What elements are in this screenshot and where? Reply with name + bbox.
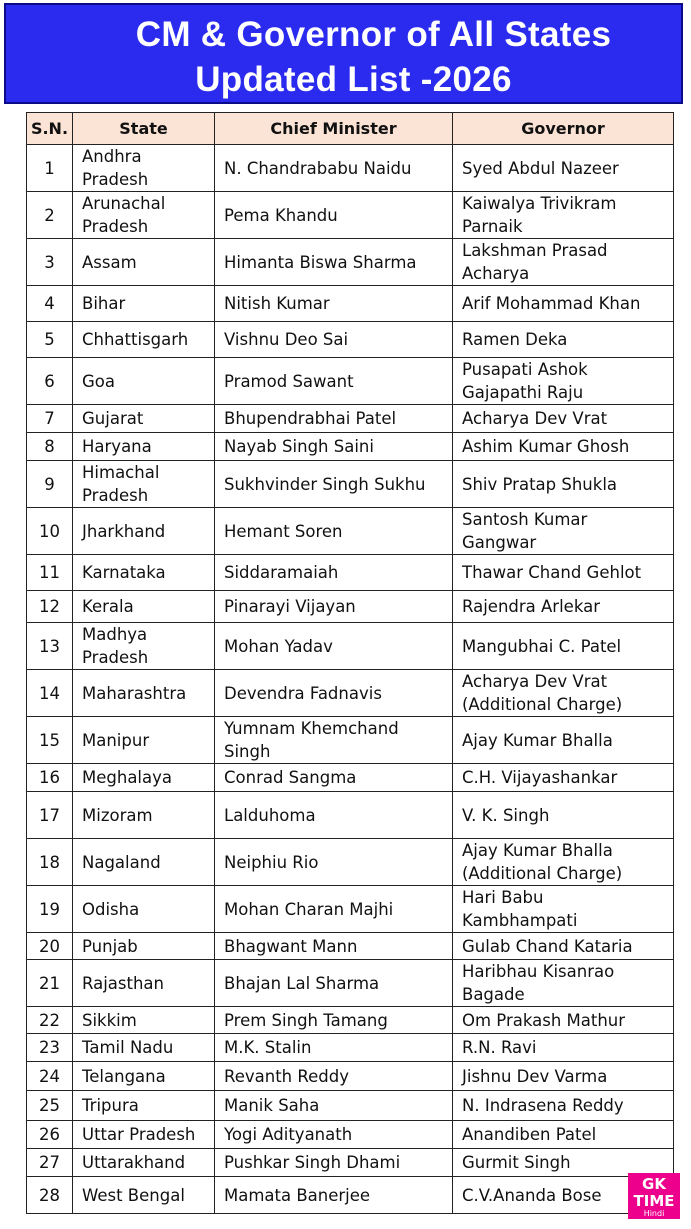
table-row [27,1062,674,1091]
cell-state-line: Rajasthan [82,973,165,993]
table-row [27,358,674,405]
cell-sn: 28 [27,1177,73,1214]
table-row [27,591,674,623]
cell-chief-minister [215,591,453,623]
table-row [27,286,674,322]
cell-state-line: Tripura [82,1096,139,1115]
cell-sn: 7 [27,405,73,433]
cell-sn: 8 [27,433,73,461]
cell-sn: 2 [27,192,73,239]
cell-sn: 22 [27,1007,73,1034]
cell-governor-line: Kambhampati [462,911,578,930]
cell-chief-minister-line: Nayab Singh Saini [224,437,374,456]
table-row [27,670,674,717]
cell-state-line: Telangana [82,1066,166,1086]
cell-sn: 12 [27,591,73,623]
states-table [26,112,674,1214]
cell-chief-minister [215,1034,453,1062]
cell-chief-minister [215,239,453,286]
cell-chief-minister-line: Lalduhoma [224,805,316,825]
page-title: CM & Governor of All States [135,15,612,54]
cell-governor-line: Santosh Kumar [462,510,588,529]
cell-state [73,192,215,239]
cell-governor-line: Gangwar [462,533,537,552]
cell-chief-minister [215,405,453,433]
cell-governor-line: Ajay Kumar Bhalla [462,841,613,860]
cell-state-line: Maharashtra [82,683,187,703]
cell-chief-minister [215,1177,453,1214]
cell-governor-line: Parnaik [462,217,523,236]
cell-chief-minister [215,839,453,886]
cell-state-line: West Bengal [82,1185,185,1205]
cell-state-line: Pradesh [82,170,149,189]
cell-governor-line: Gurmit Singh [462,1153,571,1172]
cell-governor-line: Gulab Chand Kataria [462,936,633,956]
cell-sn: 17 [27,792,73,839]
cell-chief-minister-line: Mohan Yadav [224,636,333,656]
title-banner [4,3,683,104]
cell-sn: 10 [27,508,73,555]
cell-chief-minister-line: Conrad Sangma [224,768,357,787]
cell-state [73,1149,215,1177]
table-header-row [27,113,674,145]
cell-chief-minister-line: Neiphiu Rio [224,852,319,872]
cell-state [73,1177,215,1214]
cell-governor [453,717,674,764]
table-row [27,1034,674,1062]
cell-state [73,239,215,286]
cell-chief-minister-line: Mamata Banerjee [224,1185,371,1205]
cell-chief-minister-line: Pramod Sawant [224,371,354,391]
cell-sn: 9 [27,461,73,508]
table-row [27,145,674,192]
cell-governor-line: Shiv Pratap Shukla [462,474,618,494]
table-row [27,508,674,555]
cell-state [73,433,215,461]
cell-chief-minister-line: Singh [224,742,271,761]
table-row [27,239,674,286]
cell-governor-line: Gajapathi Raju [462,383,584,402]
cell-chief-minister-line: Mohan Charan Majhi [224,899,394,919]
cell-state-line: Himachal [82,463,160,482]
table-row [27,960,674,1007]
cell-state [73,322,215,358]
cell-governor [453,1007,674,1034]
cell-governor [453,670,674,717]
cell-state-line: Chhattisgarh [82,330,189,349]
table-row [27,792,674,839]
table-row [27,933,674,960]
cell-state-line: Andhra [82,147,142,166]
cell-chief-minister [215,623,453,670]
cell-chief-minister-line: Himanta Biswa Sharma [224,252,417,272]
column-header-governor: Governor [453,113,674,145]
cell-governor-line: Ajay Kumar Bhalla [462,730,613,750]
cell-state [73,1007,215,1034]
table-row [27,886,674,933]
cell-chief-minister-line: Siddaramaiah [224,563,339,582]
cell-governor-line: Mangubhai C. Patel [462,636,622,656]
cell-chief-minister [215,933,453,960]
cell-chief-minister-line: Yogi Adityanath [224,1125,353,1144]
cell-state [73,839,215,886]
cell-chief-minister [215,461,453,508]
cell-governor-line: V. K. Singh [462,805,550,825]
cell-state-line: Karnataka [82,563,166,582]
cell-governor [453,192,674,239]
cell-governor-line: Om Prakash Mathur [462,1010,626,1030]
cell-sn: 26 [27,1121,73,1149]
cell-sn: 18 [27,839,73,886]
cell-governor [453,239,674,286]
cell-governor [453,886,674,933]
table-row [27,1091,674,1121]
cell-sn: 3 [27,239,73,286]
cell-chief-minister-line: Pushkar Singh Dhami [224,1153,401,1172]
logo-text-time: TIME [633,1192,675,1210]
table-row [27,1149,674,1177]
cell-chief-minister-line: Yumnam Khemchand [224,719,399,738]
cell-state [73,1062,215,1091]
cell-state-line: Jharkhand [82,521,166,541]
cell-state-line: Goa [82,371,115,391]
cell-state-line: Punjab [82,936,138,956]
cell-governor [453,322,674,358]
cell-state-line: Manipur [82,730,150,750]
cell-state [73,1121,215,1149]
cell-governor-line: Jishnu Dev Varma [462,1066,608,1086]
cell-state [73,405,215,433]
cell-sn: 24 [27,1062,73,1091]
cell-governor-line: C.V.Ananda Bose [462,1185,602,1205]
cell-sn: 6 [27,358,73,405]
cell-sn: 21 [27,960,73,1007]
cell-state [73,960,215,1007]
cell-state-line: Mizoram [82,805,153,825]
cell-state-line: Nagaland [82,852,161,872]
cell-state-line: Uttarakhand [82,1153,186,1172]
cell-governor [453,764,674,792]
table-row [27,461,674,508]
column-header-state: State [73,113,215,145]
cell-sn: 19 [27,886,73,933]
cell-governor-line: Ramen Deka [462,330,568,349]
cell-governor-line: R.N. Ravi [462,1038,537,1057]
cell-governor [453,358,674,405]
cell-chief-minister [215,792,453,839]
cell-sn: 13 [27,623,73,670]
cell-chief-minister-line: N. Chandrababu Naidu [224,158,412,178]
table-row [27,1007,674,1034]
cell-governor-line: Haribhau Kisanrao [462,962,615,981]
cell-chief-minister [215,433,453,461]
cell-state-line: Uttar Pradesh [82,1125,196,1144]
cell-state [73,461,215,508]
cell-governor [453,286,674,322]
column-header-chief-minister: Chief Minister [215,113,453,145]
cell-governor-line: (Additional Charge) [462,695,623,714]
cell-state-line: Assam [82,252,137,272]
cell-chief-minister [215,960,453,1007]
cell-chief-minister [215,508,453,555]
cell-state [73,1091,215,1121]
cell-sn: 20 [27,933,73,960]
cell-chief-minister [215,764,453,792]
cell-state-line: Sikkim [82,1010,137,1030]
cell-state-line: Bihar [82,294,126,313]
cell-state [73,886,215,933]
cell-chief-minister [215,1149,453,1177]
cell-chief-minister [215,145,453,192]
cell-state [73,1034,215,1062]
cell-chief-minister-line: Vishnu Deo Sai [224,330,349,349]
cell-state-line: Pradesh [82,217,149,236]
cell-chief-minister-line: Bhupendrabhai Patel [224,409,397,428]
logo-text-gk: GK [642,1175,666,1193]
cell-chief-minister [215,358,453,405]
table-row [27,1121,674,1149]
cell-state [73,764,215,792]
cell-state-line: Pradesh [82,648,149,667]
cell-governor-line: Arif Mohammad Khan [462,294,641,313]
table-row [27,717,674,764]
cell-state-line: Odisha [82,899,140,919]
cell-governor [453,145,674,192]
cell-state [73,145,215,192]
logo-text-hindi: Hindi [643,1209,665,1218]
cell-governor-line: Acharya Dev Vrat [462,409,608,428]
cell-chief-minister-line: Bhagwant Mann [224,936,358,956]
cell-chief-minister [215,555,453,591]
page-subtitle: Updated List -2026 [195,60,512,99]
cell-chief-minister [215,1007,453,1034]
cell-state-line: Pradesh [82,486,149,505]
cell-sn: 16 [27,764,73,792]
table-row [27,405,674,433]
cell-chief-minister-line: Sukhvinder Singh Sukhu [224,474,426,494]
cell-governor [453,839,674,886]
table-row [27,555,674,591]
cell-sn: 27 [27,1149,73,1177]
cell-chief-minister-line: Bhajan Lal Sharma [224,973,380,993]
cell-chief-minister [215,717,453,764]
cell-governor-line: Bagade [462,985,525,1004]
cell-sn: 23 [27,1034,73,1062]
column-header-sn: S.N. [27,113,73,145]
cell-chief-minister-line: Pema Khandu [224,205,338,225]
cell-chief-minister [215,1121,453,1149]
cell-chief-minister-line: Pinarayi Vijayan [224,597,356,616]
cell-state-line: Meghalaya [82,768,173,787]
cell-state [73,591,215,623]
cell-chief-minister [215,670,453,717]
cell-state-line: Gujarat [82,409,144,428]
cell-chief-minister-line: Revanth Reddy [224,1066,349,1086]
cell-chief-minister [215,1062,453,1091]
table-row [27,322,674,358]
cell-sn: 25 [27,1091,73,1121]
cell-sn: 11 [27,555,73,591]
cell-governor [453,508,674,555]
cell-state [73,933,215,960]
cell-state-line: Madhya [82,625,148,644]
cell-governor-line: Pusapati Ashok [462,360,588,379]
gk-time-logo [628,1173,680,1219]
cell-governor-line: Anandiben Patel [462,1125,597,1144]
cell-governor-line: Lakshman Prasad [462,241,608,260]
cell-governor-line: Acharya Dev Vrat [462,672,608,691]
cell-state [73,286,215,322]
cell-state [73,623,215,670]
table-row [27,623,674,670]
cell-state [73,717,215,764]
cell-governor-line: Hari Babu [462,888,544,907]
table-row [27,1177,674,1214]
cell-governor [453,1121,674,1149]
cell-state-line: Arunachal [82,194,166,213]
cell-governor-line: Rajendra Arlekar [462,597,600,616]
cell-sn: 1 [27,145,73,192]
cell-sn: 14 [27,670,73,717]
cell-chief-minister [215,1091,453,1121]
cell-governor-line: (Additional Charge) [462,864,623,883]
table-row [27,764,674,792]
cell-governor [453,1034,674,1062]
cell-governor-line: Thawar Chand Gehlot [462,563,642,582]
cell-governor [453,591,674,623]
table-row [27,839,674,886]
cell-governor [453,933,674,960]
cell-chief-minister-line: Prem Singh Tamang [224,1010,388,1030]
cell-state [73,555,215,591]
cell-governor [453,555,674,591]
cell-governor [453,433,674,461]
cell-governor [453,1091,674,1121]
table-row [27,192,674,239]
cell-state [73,792,215,839]
cell-sn: 5 [27,322,73,358]
cell-state [73,358,215,405]
cell-governor-line: N. Indrasena Reddy [462,1096,624,1115]
cell-governor [453,461,674,508]
cell-state [73,508,215,555]
cell-governor [453,960,674,1007]
cell-chief-minister [215,886,453,933]
cell-governor [453,792,674,839]
cell-state [73,670,215,717]
cell-governor-line: Kaiwalya Trivikram [462,194,617,213]
cell-chief-minister-line: Hemant Soren [224,521,343,541]
cell-state-line: Tamil Nadu [82,1038,174,1057]
cell-governor [453,405,674,433]
cell-chief-minister [215,286,453,322]
cell-chief-minister-line: Devendra Fadnavis [224,683,382,703]
cell-governor [453,623,674,670]
cell-governor-line: Syed Abdul Nazeer [462,158,619,178]
cell-chief-minister [215,192,453,239]
cell-chief-minister-line: Nitish Kumar [224,294,330,313]
cell-chief-minister-line: M.K. Stalin [224,1038,312,1057]
cell-governor-line: C.H. Vijayashankar [462,768,618,787]
table-row [27,433,674,461]
table-body [27,145,674,1214]
cell-sn: 4 [27,286,73,322]
cell-state-line: Kerala [82,597,134,616]
cell-sn: 15 [27,717,73,764]
cell-chief-minister [215,322,453,358]
cell-chief-minister-line: Manik Saha [224,1096,320,1115]
cell-governor-line: Acharya [462,264,530,283]
cell-state-line: Haryana [82,437,152,456]
cell-governor-line: Ashim Kumar Ghosh [462,437,630,456]
cell-governor [453,1062,674,1091]
